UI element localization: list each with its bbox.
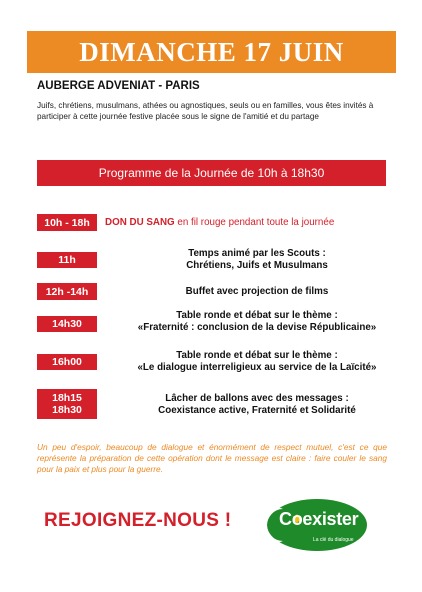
program-item-description xyxy=(108,350,406,374)
time-badge xyxy=(37,354,97,370)
time-badge xyxy=(37,316,97,332)
program-item-description xyxy=(108,393,406,417)
description-line: Lâcher de ballons avec des messages : xyxy=(165,393,349,404)
program-header xyxy=(37,160,386,186)
title-banner xyxy=(27,31,396,73)
description-line: Chrétiens, Juifs et Musulmans xyxy=(186,260,328,271)
time-label: 12h - xyxy=(45,285,71,298)
time-badge xyxy=(37,389,97,419)
time-badge xyxy=(37,252,97,268)
time-label: 14h30 xyxy=(52,318,82,330)
logo-tagline: La clé du dialogue xyxy=(313,537,354,543)
time-label-end: 14h xyxy=(70,285,89,298)
program-item-description xyxy=(108,248,406,272)
description-line: Table ronde et débat sur le thème : xyxy=(176,350,338,361)
highlight-title: DON DU SANG xyxy=(105,217,175,228)
program-item-description xyxy=(105,217,334,229)
description-line: «Fraternité : conclusion de la devise Républicaine» xyxy=(137,322,377,333)
description-line: Buffet avec projection de films xyxy=(185,286,329,297)
intro-text: Juifs, chrétiens, musulmans, athées ou agnostiques, seuls ou en familles, vous êtes invités à participer à cette journée festive placée sous le signe de l'amitié et du partage xyxy=(37,101,374,121)
time-label: 10h - 18h xyxy=(44,216,90,229)
description-line: «Le dialogue interreligieux au service de la Laïcité» xyxy=(137,362,377,373)
venue-name: AUBERGE ADVENIAT - PARIS xyxy=(37,80,200,92)
program-item-description xyxy=(108,286,406,298)
description-line: Table ronde et débat sur le thème : xyxy=(176,310,338,321)
call-to-action: REJOIGNEZ-NOUS ! xyxy=(44,510,232,531)
description-text: en fil rouge pendant toute la journée xyxy=(174,217,335,228)
time-badge xyxy=(37,214,97,231)
time-label: 18h30 xyxy=(52,404,82,416)
page-title: DIMANCHE 17 JUIN xyxy=(79,36,344,67)
description-line: Temps animé par les Scouts : xyxy=(188,248,326,259)
logo-wordmark: Coexister xyxy=(279,509,359,529)
program-header-label: Programme de la Journée de 10h à 18h30 xyxy=(98,166,325,180)
time-label: 18h15 xyxy=(52,392,82,404)
time-badge xyxy=(37,283,97,300)
program-item-description xyxy=(108,310,406,334)
description-line: Coexistance active, Fraternité et Solidarité xyxy=(158,405,356,416)
time-label: 11h xyxy=(58,254,76,266)
coexister-logo xyxy=(265,497,368,553)
closing-message: Un peu d'espoir, beaucoup de dialogue et énormément de respect mutuel, c'est ce que représente la préparation de cette opération dont le message est claire : faire couler le sang pour la paix et plus pour la guerre. xyxy=(37,442,387,474)
time-label: 16h00 xyxy=(52,356,82,368)
